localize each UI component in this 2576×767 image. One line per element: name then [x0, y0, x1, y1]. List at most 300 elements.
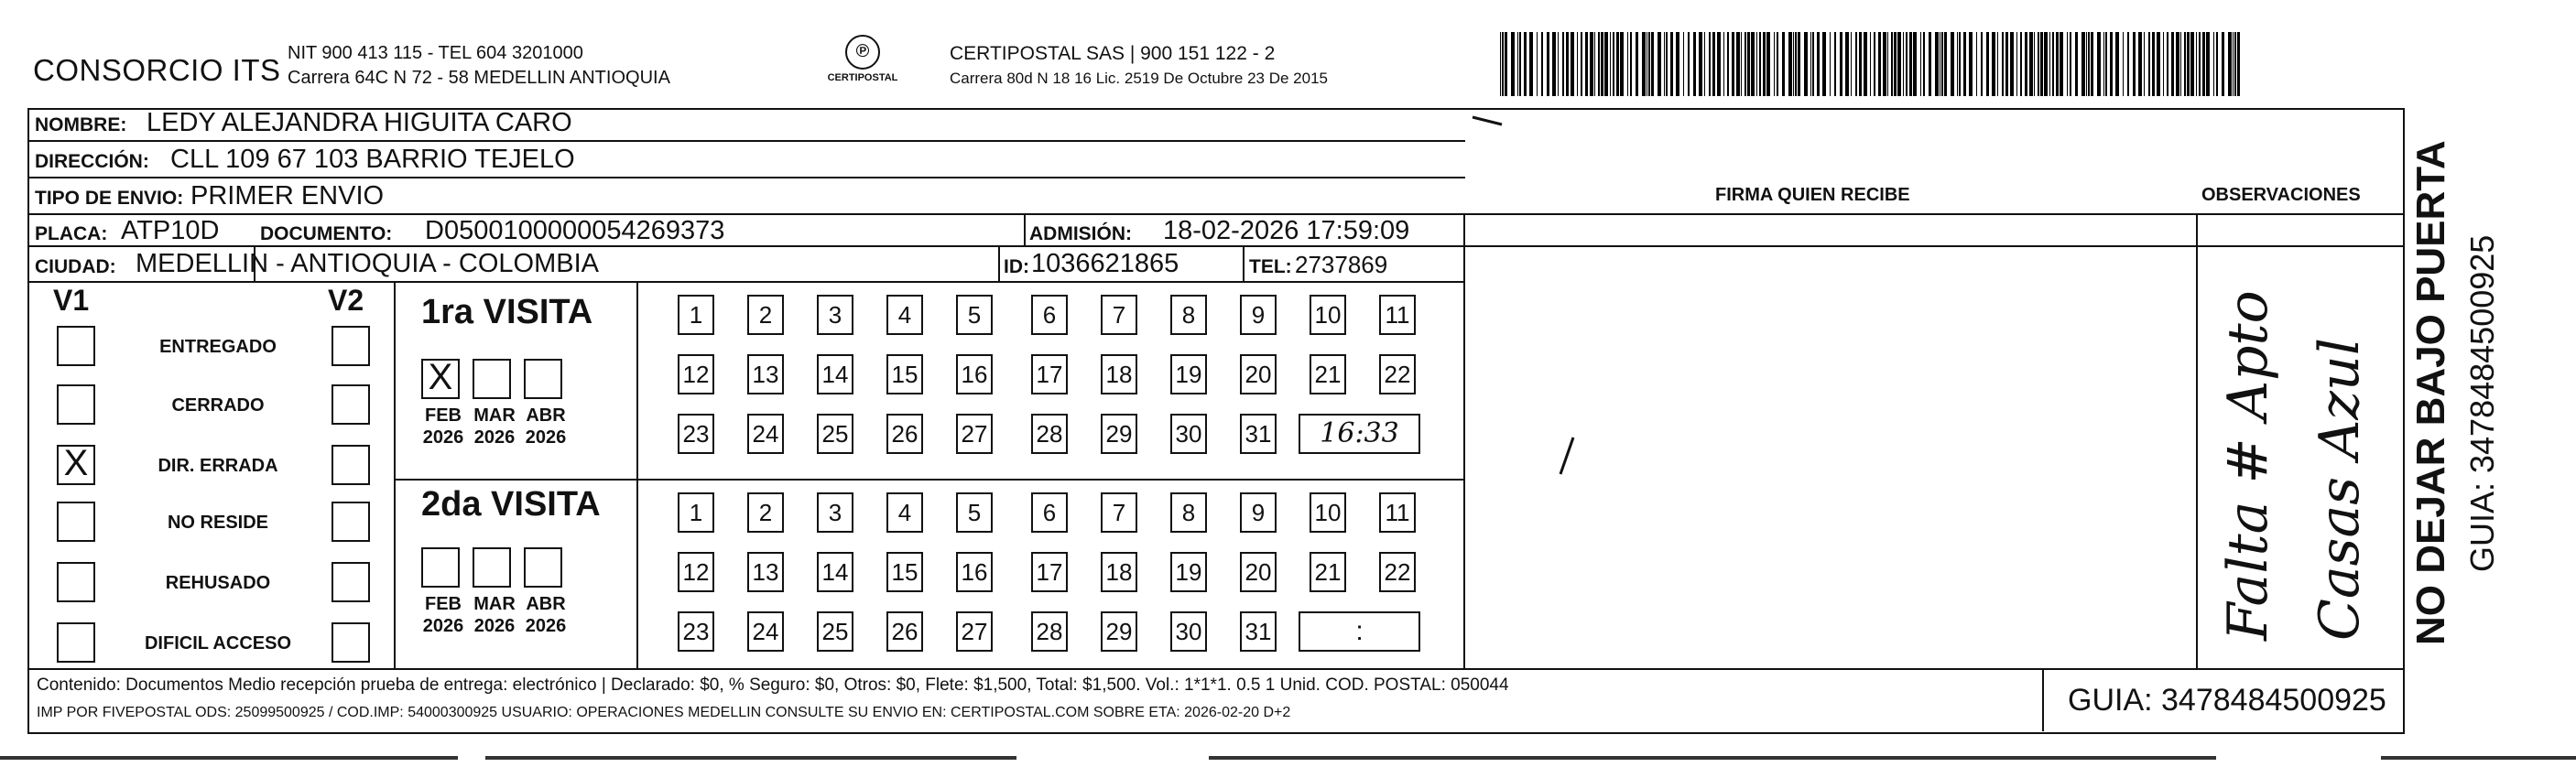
barcode-bar: [1627, 32, 1628, 96]
cut-line: [2381, 756, 2576, 760]
visit2-day-box[interactable]: 10: [1310, 492, 1346, 533]
col-divider: [1463, 213, 1465, 668]
visit1-time-box[interactable]: 16:33: [1299, 414, 1420, 454]
visit1-day-box[interactable]: 23: [678, 414, 714, 454]
barcode-bar: [2034, 32, 2035, 96]
barcode-bar: [1552, 32, 1556, 96]
barcode-bar: [1598, 32, 1600, 96]
visit2-day-box[interactable]: 23: [678, 611, 714, 652]
tipo-envio-value: PRIMER ENVIO: [190, 181, 385, 211]
month-name: MAR: [473, 405, 516, 426]
v2-checkbox[interactable]: [332, 445, 370, 485]
barcode-bar: [1798, 32, 1800, 96]
barcode-bar: [1717, 32, 1721, 96]
visit1-day-box[interactable]: 15: [886, 354, 923, 394]
barcode-bar: [2075, 32, 2078, 96]
barcode-bar: [1601, 32, 1603, 96]
barcode-bar: [2052, 32, 2054, 96]
month-year: 2026: [525, 427, 567, 448]
barcode-bar: [1920, 32, 1921, 96]
barcode-bar: [1577, 32, 1578, 96]
month-year: 2026: [525, 616, 567, 636]
admision-value: 18-02-2026 17:59:09: [1163, 216, 1410, 245]
pen-mark: [1465, 110, 1520, 137]
barcode-bar: [2138, 32, 2142, 96]
observaciones-header: OBSERVACIONES: [2201, 185, 2361, 205]
visit1-day-box[interactable]: 4: [886, 295, 923, 335]
visit2-day-box[interactable]: 9: [1240, 492, 1277, 533]
visit1-day-box[interactable]: 28: [1031, 414, 1068, 454]
visit2-title: 2da VISITA: [421, 485, 601, 524]
barcode-bar: [2002, 32, 2004, 96]
footer-guia-number: GUIA: 3478484500925: [2042, 669, 2403, 731]
visit2-day-box[interactable]: 21: [1310, 552, 1346, 592]
barcode-bar: [2180, 32, 2181, 96]
barcode-bar: [1756, 32, 1757, 96]
barcode-bar: [1537, 32, 1538, 96]
check-mark-icon: X: [63, 443, 89, 483]
reason-label: REHUSADO: [165, 573, 271, 593]
visit1-day-box[interactable]: 1: [678, 295, 714, 335]
cell-divider: [998, 245, 1000, 281]
visit2-day-box[interactable]: 27: [956, 611, 993, 652]
barcode-bar: [2029, 32, 2033, 96]
pen-mark: [1548, 430, 1584, 485]
month-year: 2026: [473, 616, 516, 636]
visit2-day-box[interactable]: 24: [747, 611, 784, 652]
v1-checkbox[interactable]: [57, 562, 95, 602]
visit1-day-box[interactable]: 20: [1240, 354, 1277, 394]
nombre-value: LEDY ALEJANDRA HIGUITA CARO: [147, 108, 572, 137]
barcode-bar: [2010, 32, 2014, 96]
barcode-bar: [2171, 32, 2174, 96]
visit1-day-box[interactable]: 27: [956, 414, 993, 454]
company-nit-block: [288, 41, 670, 91]
barcode-bar: [1963, 32, 1966, 96]
v1-checkbox[interactable]: [57, 622, 95, 663]
barcode-bar: [1951, 32, 1954, 96]
barcode-bar: [1666, 32, 1668, 96]
barcode-bar: [1693, 32, 1696, 96]
barcode-bar: [1745, 32, 1746, 96]
visit2-day-box[interactable]: 5: [956, 492, 993, 533]
barcode-bar: [1897, 32, 1901, 96]
barcode-bar: [1878, 32, 1881, 96]
reason-label: ENTREGADO: [159, 337, 277, 357]
barcode-bar: [2020, 32, 2022, 96]
v1-checkbox[interactable]: [57, 384, 95, 425]
barcode-bar: [1664, 32, 1665, 96]
barcode-bar: [1887, 32, 1888, 96]
tipo-envio-label: TIPO DE ENVIO:: [35, 188, 184, 209]
company-nit: NIT 900 413 115 - TEL 604 3201000: [288, 43, 583, 63]
v2-checkbox[interactable]: [332, 502, 370, 542]
visit1-day-box[interactable]: 19: [1170, 354, 1207, 394]
visit2-day-box[interactable]: 16: [956, 552, 993, 592]
v1-checkbox[interactable]: [57, 326, 95, 366]
barcode-bar: [1502, 32, 1504, 96]
barcode-bar: [1727, 32, 1729, 96]
certipostal-block: [950, 41, 1328, 91]
reason-label: NO RESIDE: [167, 513, 269, 533]
admision-label: ADMISIÓN:: [1029, 223, 1132, 244]
visit1-day-box[interactable]: 29: [1101, 414, 1137, 454]
col-divider: [2196, 213, 2198, 668]
visit2-day-box[interactable]: 25: [817, 611, 853, 652]
barcode-bar: [1795, 32, 1797, 96]
barcode-bar: [1774, 32, 1775, 96]
barcode-bar: [1741, 32, 1742, 96]
visit1-day-box[interactable]: 18: [1101, 354, 1137, 394]
month-year: 2026: [473, 427, 516, 448]
v2-header: V2: [328, 284, 364, 317]
visit1-day-box[interactable]: 17: [1031, 354, 1068, 394]
row-divider: [27, 213, 2405, 215]
barcode-bar: [1834, 32, 1836, 96]
observation-handwriting-2: Casas Azul: [2308, 338, 2372, 641]
footer-print-line: IMP POR FIVEPOSTAL ODS: 25099500925 / COD.IMP: 54000300925 USUARIO: OPERACIONES MEDELLIN CONSULTE SU ENVIO EN: CERTIPOSTAL.COM SOBRE ETA: 2026-02-20 D+2: [37, 705, 1291, 720]
barcode-bar: [1636, 32, 1638, 96]
v2-checkbox[interactable]: [332, 562, 370, 602]
barcode-bar: [1676, 32, 1679, 96]
v2-checkbox[interactable]: [332, 326, 370, 366]
barcode-bar: [1604, 32, 1608, 96]
barcode-bar: [1793, 32, 1794, 96]
v1-checkbox[interactable]: [57, 502, 95, 542]
month-name: ABR: [526, 405, 566, 426]
visit2-month-checkbox[interactable]: [421, 547, 460, 588]
barcode-bar: [2237, 32, 2240, 96]
barcode-bar: [2070, 32, 2071, 96]
barcode-bar: [1651, 32, 1654, 96]
month-year: 2026: [422, 616, 464, 636]
barcode-bar: [2115, 32, 2119, 96]
nombre-label: NOMBRE:: [35, 114, 127, 135]
barcode-bar: [2199, 32, 2201, 96]
barcode-bar: [1630, 32, 1632, 96]
reason-label: CERRADO: [171, 395, 265, 416]
v1-checkbox[interactable]: [57, 445, 95, 485]
company-address: Carrera 64C N 72 - 58 MEDELLIN ANTIOQUIA: [288, 68, 670, 88]
barcode-bar: [1712, 32, 1715, 96]
visit1-day-box[interactable]: 26: [886, 414, 923, 454]
visit2-month-label: [418, 593, 469, 637]
barcode-bar: [2056, 32, 2059, 96]
visit-divider: [394, 479, 1465, 481]
visit1-day-box[interactable]: 10: [1310, 295, 1346, 335]
barcode-bar: [1830, 32, 1831, 96]
visit2-day-box[interactable]: 18: [1101, 552, 1137, 592]
placa-label: PLACA:: [35, 223, 108, 244]
visit2-day-box[interactable]: 8: [1170, 492, 1207, 533]
barcode-bar: [1723, 32, 1724, 96]
visit2-day-box[interactable]: 22: [1379, 552, 1416, 592]
barcode-bar: [1870, 32, 1871, 96]
visit1-day-box[interactable]: 5: [956, 295, 993, 335]
placa-value: ATP10D: [121, 216, 220, 245]
barcode-bar: [1613, 32, 1614, 96]
visit1-day-box[interactable]: 30: [1170, 414, 1207, 454]
barcode-bar: [1782, 32, 1785, 96]
barcode-bar: [2206, 32, 2210, 96]
visit1-day-box[interactable]: 6: [1031, 295, 1068, 335]
visit2-day-box[interactable]: 26: [886, 611, 923, 652]
barcode: [1500, 32, 2244, 96]
barcode-bar: [2228, 32, 2232, 96]
barcode-bar: [2190, 32, 2194, 96]
barcode-bar: [1511, 32, 1515, 96]
direccion-value: CLL 109 67 103 BARRIO TEJELO: [170, 145, 575, 174]
barcode-bar: [2016, 32, 2017, 96]
id-label: ID:: [1004, 256, 1029, 277]
visit2-day-box[interactable]: 4: [886, 492, 923, 533]
barcode-bar: [1732, 32, 1734, 96]
ciudad-label: CIUDAD:: [35, 256, 116, 277]
barcode-bar: [2105, 32, 2107, 96]
month-name: MAR: [473, 594, 516, 614]
visit1-day-box[interactable]: 21: [1310, 354, 1346, 394]
visit2-day-box[interactable]: 13: [747, 552, 784, 592]
visit1-day-box[interactable]: 13: [747, 354, 784, 394]
barcode-bar: [2233, 32, 2234, 96]
cell-divider: [1024, 213, 1026, 245]
logo-text: CERTIPOSTAL: [827, 72, 898, 83]
barcode-bar: [1845, 32, 1849, 96]
barcode-bar: [2187, 32, 2190, 96]
tel-value: 2737869: [1295, 251, 1388, 278]
barcode-bar: [2103, 32, 2104, 96]
barcode-bar: [2127, 32, 2129, 96]
barcode-bar: [1751, 32, 1755, 96]
barcode-bar: [1913, 32, 1917, 96]
barcode-bar: [1959, 32, 1961, 96]
certipostal-nit: CERTIPOSTAL SAS | 900 151 122 - 2: [950, 43, 1276, 64]
visit1-day-box[interactable]: 12: [678, 354, 714, 394]
barcode-bar: [1859, 32, 1862, 96]
v2-checkbox[interactable]: [332, 622, 370, 663]
visit2-time-box[interactable]: :: [1299, 611, 1420, 652]
visit1-title: 1ra VISITA: [421, 293, 593, 331]
visit1-month-checkbox[interactable]: [421, 359, 460, 399]
logo-mark-icon: ℗: [845, 35, 880, 70]
barcode-bar: [2088, 32, 2090, 96]
check-mark-icon: X: [428, 357, 453, 397]
barcode-bar: [1874, 32, 1875, 96]
barcode-bar: [1766, 32, 1770, 96]
barcode-bar: [1500, 32, 1501, 96]
barcode-bar: [1581, 32, 1582, 96]
no-dejar-bajo-puerta: NO DEJAR BAJO PUERTA: [2408, 140, 2453, 645]
reason-label: DIR. ERRADA: [158, 456, 278, 476]
barcode-bar: [1670, 32, 1673, 96]
visit1-day-box[interactable]: 16: [956, 354, 993, 394]
barcode-bar: [1777, 32, 1778, 96]
barcode-bar: [2167, 32, 2168, 96]
barcode-bar: [2086, 32, 2087, 96]
barcode-bar: [2148, 32, 2150, 96]
visit1-month-checkbox[interactable]: [473, 359, 511, 399]
visit2-day-box[interactable]: 6: [1031, 492, 1068, 533]
visit2-day-box[interactable]: 30: [1170, 611, 1207, 652]
barcode-bar: [1704, 32, 1705, 96]
v2-checkbox[interactable]: [332, 384, 370, 425]
visit2-day-box[interactable]: 2: [747, 492, 784, 533]
visit1-month-label: [520, 405, 571, 448]
visit2-month-label: [469, 593, 520, 637]
barcode-bar: [1620, 32, 1624, 96]
barcode-bar: [1941, 32, 1943, 96]
barcode-bar: [2157, 32, 2160, 96]
visit2-month-checkbox[interactable]: [524, 547, 562, 588]
barcode-bar: [1840, 32, 1842, 96]
barcode-bar: [1957, 32, 1958, 96]
barcode-bar: [1585, 32, 1588, 96]
month-name: FEB: [425, 405, 462, 426]
barcode-bar: [1906, 32, 1908, 96]
visit1-month-checkbox[interactable]: [524, 359, 562, 399]
visit2-day-box[interactable]: 3: [817, 492, 853, 533]
visit2-month-label: [520, 593, 571, 637]
cell-divider: [1243, 245, 1245, 281]
barcode-bar: [1923, 32, 1925, 96]
barcode-bar: [1894, 32, 1897, 96]
visit1-day-box[interactable]: 22: [1379, 354, 1416, 394]
barcode-bar: [2196, 32, 2197, 96]
col-divider: [636, 281, 638, 668]
barcode-bar: [1883, 32, 1886, 96]
barcode-bar: [1517, 32, 1518, 96]
barcode-bar: [2067, 32, 2068, 96]
visit2-day-box[interactable]: 28: [1031, 611, 1068, 652]
visit1-day-box[interactable]: 31: [1240, 414, 1277, 454]
barcode-bar: [1658, 32, 1661, 96]
barcode-bar: [1855, 32, 1857, 96]
id-value: 1036621865: [1031, 249, 1179, 278]
barcode-bar: [1562, 32, 1564, 96]
barcode-bar: [1929, 32, 1931, 96]
barcode-bar: [2005, 32, 2008, 96]
visit2-day-box[interactable]: 11: [1379, 492, 1416, 533]
visit2-day-box[interactable]: 29: [1101, 611, 1137, 652]
barcode-bar: [1909, 32, 1912, 96]
barcode-bar: [1992, 32, 1995, 96]
barcode-bar: [1547, 32, 1549, 96]
barcode-bar: [2040, 32, 2043, 96]
row-divider: [27, 140, 1465, 142]
barcode-bar: [1763, 32, 1766, 96]
cut-line: [1209, 756, 2216, 760]
visit1-day-box[interactable]: 2: [747, 295, 784, 335]
visit2-day-box[interactable]: 1: [678, 492, 714, 533]
visit1-day-box[interactable]: 8: [1170, 295, 1207, 335]
barcode-bar: [1616, 32, 1619, 96]
barcode-bar: [1891, 32, 1893, 96]
cut-line: [485, 756, 1016, 760]
barcode-bar: [2123, 32, 2124, 96]
visit2-month-checkbox[interactable]: [473, 547, 511, 588]
visit1-day-box[interactable]: 9: [1240, 295, 1277, 335]
barcode-bar: [2152, 32, 2155, 96]
visit2-day-box[interactable]: 31: [1240, 611, 1277, 652]
visit1-day-box[interactable]: 11: [1379, 295, 1416, 335]
barcode-bar: [1524, 32, 1527, 96]
v1-header: V1: [53, 284, 90, 317]
barcode-bar: [1812, 32, 1814, 96]
barcode-bar: [2060, 32, 2063, 96]
row-divider: [27, 281, 1465, 283]
visit1-month-label: [469, 405, 520, 448]
visit2-day-box[interactable]: 14: [817, 552, 853, 592]
barcode-bar: [1817, 32, 1820, 96]
col-divider: [394, 281, 396, 668]
barcode-bar: [2091, 32, 2093, 96]
visit1-day-box[interactable]: 7: [1101, 295, 1137, 335]
barcode-bar: [2038, 32, 2039, 96]
barcode-bar: [1505, 32, 1507, 96]
reason-label: DIFICIL ACCESO: [144, 633, 291, 654]
barcode-bar: [1851, 32, 1852, 96]
barcode-bar: [2044, 32, 2048, 96]
company-name: CONSORCIO ITS: [33, 53, 281, 87]
visit2-day-box[interactable]: 15: [886, 552, 923, 592]
barcode-bar: [1788, 32, 1792, 96]
barcode-bar: [2144, 32, 2145, 96]
visit2-day-box[interactable]: 19: [1170, 552, 1207, 592]
visit1-day-box[interactable]: 14: [817, 354, 853, 394]
visit2-day-box[interactable]: 12: [678, 552, 714, 592]
barcode-bar: [1736, 32, 1740, 96]
barcode-bar: [1822, 32, 1826, 96]
visit1-day-box[interactable]: 3: [817, 295, 853, 335]
barcode-bar: [1519, 32, 1521, 96]
barcode-bar: [1944, 32, 1947, 96]
visit1-month-label: [418, 405, 469, 448]
barcode-bar: [1935, 32, 1939, 96]
barcode-bar: [1864, 32, 1867, 96]
barcode-bar: [1529, 32, 1533, 96]
barcode-bar: [2234, 32, 2236, 96]
month-year: 2026: [422, 427, 464, 448]
certipostal-address: Carrera 80d N 18 16 Lic. 2519 De Octubre 23 De 2015: [950, 70, 1328, 87]
row-divider: [27, 177, 1465, 178]
documento-label: DOCUMENTO:: [260, 223, 393, 244]
barcode-bar: [1688, 32, 1690, 96]
barcode-bar: [2110, 32, 2113, 96]
barcode-bar: [1997, 32, 1998, 96]
observation-handwriting-1: Falta # Apto: [2216, 290, 2280, 641]
barcode-bar: [2213, 32, 2214, 96]
barcode-bar: [1709, 32, 1711, 96]
tel-label: TEL:: [1249, 256, 1292, 277]
barcode-bar: [1759, 32, 1761, 96]
barcode-bar: [1699, 32, 1702, 96]
barcode-bar: [1969, 32, 1973, 96]
visit1-day-box[interactable]: 25: [817, 414, 853, 454]
barcode-bar: [2222, 32, 2224, 96]
visit1-day-box[interactable]: 24: [747, 414, 784, 454]
barcode-bar: [1903, 32, 1904, 96]
visit2-day-box[interactable]: 7: [1101, 492, 1137, 533]
barcode-bar: [1981, 32, 1983, 96]
footer-content-line: Contenido: Documentos Medio recepción prueba de entrega: electrónico | Declarado: $0, % Seguro: $0, Otros: $0, Flete: $1,500, Total: $1,500. Vol.: 1*1*1. 0.5 1 Unid. COD. POSTAL: 050044: [37, 675, 1509, 695]
barcode-bar: [1810, 32, 1811, 96]
visit2-day-box[interactable]: 20: [1240, 552, 1277, 592]
barcode-bar: [2184, 32, 2186, 96]
barcode-bar: [1566, 32, 1569, 96]
barcode-bar: [1558, 32, 1559, 96]
visit2-day-box[interactable]: 17: [1031, 552, 1068, 592]
side-guia-number: GUIA: 3478484500925: [2463, 234, 2501, 572]
